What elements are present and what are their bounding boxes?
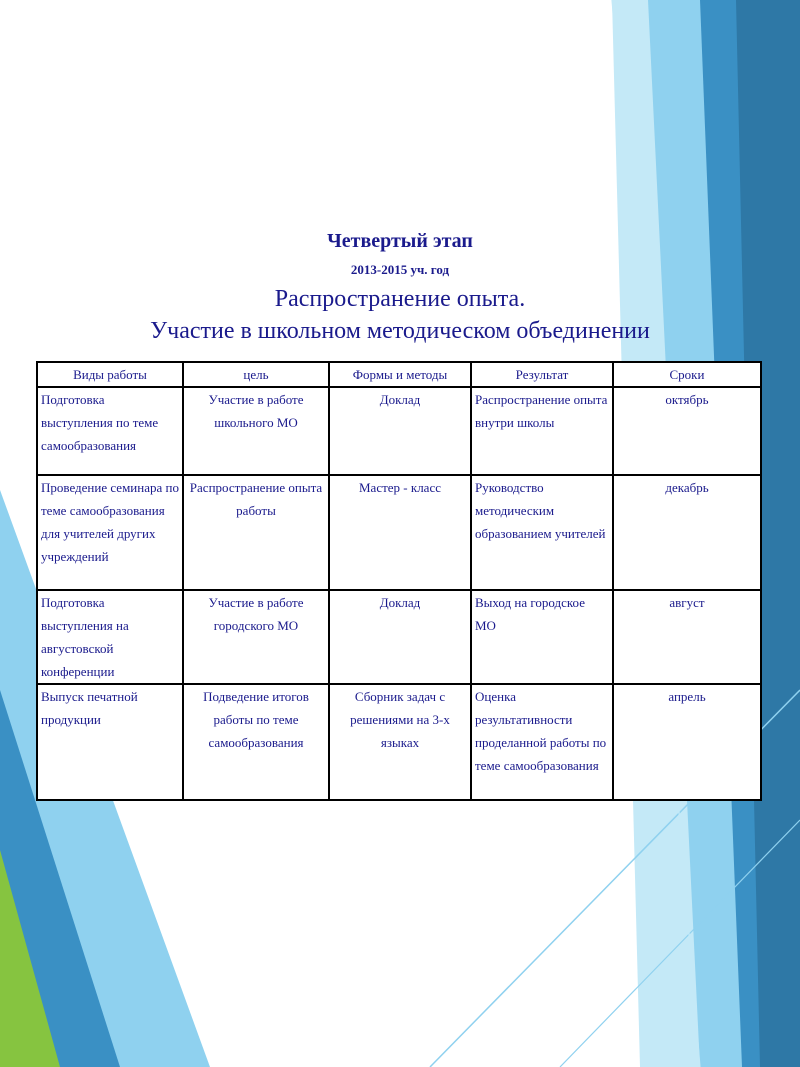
cell-result: Оценка результативности проделанной работы по теме самообразования xyxy=(471,684,613,800)
academic-years: 2013-2015 уч. год xyxy=(350,262,450,277)
subtitle-line-2: Участие в школьном методическом объединении xyxy=(150,318,650,344)
cell-deadline: октябрь xyxy=(613,387,761,475)
table-row xyxy=(37,475,761,590)
header-deadline: Сроки xyxy=(613,362,761,387)
cell-methods: Мастер - класс xyxy=(329,475,471,590)
cell-deadline: август xyxy=(613,590,761,684)
table-row xyxy=(37,684,761,800)
cell-result: Руководство методическим образованием учителей xyxy=(471,475,613,590)
cell-work: Проведение семинара по теме самообразования для учителей других учреждений xyxy=(37,475,183,590)
stage-title: Четвертый этап xyxy=(327,230,473,252)
cell-goal: Распространение опыта работы xyxy=(183,475,329,590)
cell-work: Подготовка выступления на августовской конференции xyxy=(37,590,183,684)
cell-goal: Подведение итогов работы по теме самообразования xyxy=(183,684,329,800)
cell-deadline: апрель xyxy=(613,684,761,800)
cell-result: Распространение опыта внутри школы xyxy=(471,387,613,475)
cell-goal: Участие в работе городского МО xyxy=(183,590,329,684)
table-row xyxy=(37,387,761,475)
subtitle-line-1: Распространение опыта. xyxy=(274,286,526,312)
header-result: Результат xyxy=(471,362,613,387)
cell-result: Выход на городское МО xyxy=(471,590,613,684)
cell-deadline: декабрь xyxy=(613,475,761,590)
table-header-row xyxy=(37,362,761,387)
work-plan-table xyxy=(36,361,762,801)
cell-methods: Доклад xyxy=(329,590,471,684)
table-row xyxy=(37,590,761,684)
cell-work: Подготовка выступления по теме самообразования xyxy=(37,387,183,475)
cell-work: Выпуск печатной продукции xyxy=(37,684,183,800)
header-goal: цель xyxy=(183,362,329,387)
header-methods: Формы и методы xyxy=(329,362,471,387)
cell-methods: Сборник задач с решениями на 3-х языках xyxy=(329,684,471,800)
cell-goal: Участие в работе школьного МО xyxy=(183,387,329,475)
header-work-type: Виды работы xyxy=(37,362,183,387)
cell-methods: Доклад xyxy=(329,387,471,475)
